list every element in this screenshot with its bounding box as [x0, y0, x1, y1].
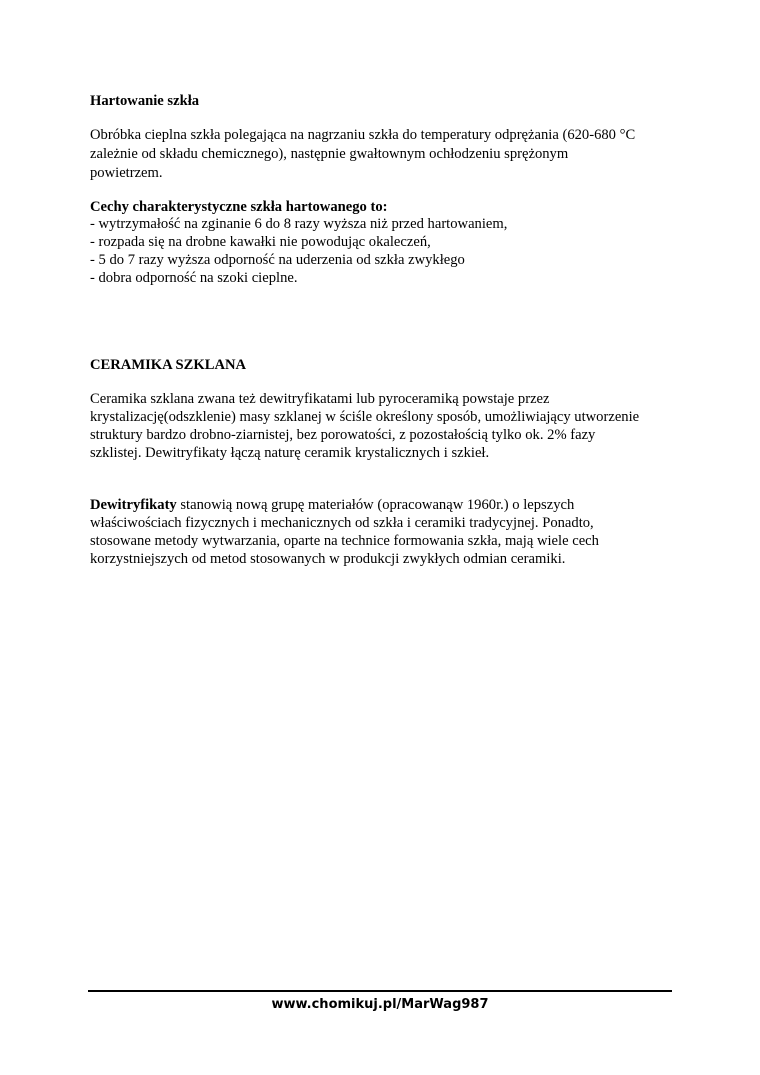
paragraph-line — [90, 496, 574, 515]
paragraph-line: szklistej. Dewitryfikaty łączą naturę ceramik krystalicznych i szkieł. — [90, 445, 490, 461]
paragraph-line: Ceramika szklana zwana też dewitryfikatami lub pyroceramiką powstaje przez — [90, 391, 550, 407]
paragraph-line: korzystniejszych od metod stosowanych w produkcji zwykłych odmian ceramiki. — [90, 551, 566, 567]
paragraph-line: krystalizację(odszklenie) masy szklanej w ściśle określony sposób, umożliwiający utworzenie — [90, 409, 640, 425]
heading-hartowanie: Hartowanie szkła — [90, 93, 200, 109]
paragraph-line: struktury bardzo drobno-ziarnistej, bez porowatości, z pozostałością tylko ok. 2% fazy — [90, 427, 596, 443]
paragraph-line: stosowane metody wytwarzania, oparte na technice formowania szkła, mają wiele cech — [90, 533, 599, 549]
heading-ceramika: CERAMIKA SZKLANA — [90, 357, 247, 373]
paragraph-line: właściwościach fizycznych i mechanicznych od szkła i ceramiki tradycyjnej. Ponadto, — [90, 515, 594, 531]
list-item: - rozpada się na drobne kawałki nie powodując okaleczeń, — [90, 234, 431, 250]
list-item: - 5 do 7 razy wyższa odporność na uderzenia od szkła zwykłego — [90, 252, 465, 268]
paragraph-line-rest: stanowią nową grupę materiałów (opracowanąw 1960r.) o lepszych — [176, 497, 575, 513]
footer-link[interactable]: www.chomikuj.pl/MarWag987 — [271, 997, 489, 1012]
paragraph-line: zależnie od składu chemicznego), następnie gwałtownym ochłodzeniu sprężonym — [90, 146, 569, 162]
heading-cechy: Cechy charakterystyczne szkła hartowanego to: — [90, 199, 388, 215]
paragraph-line: powietrzem. — [90, 165, 163, 181]
footer-rule — [88, 990, 672, 992]
list-item: - wytrzymałość na zginanie 6 do 8 razy wyższa niż przed hartowaniem, — [90, 216, 508, 232]
term-dewitryfikaty: Dewitryfikaty — [90, 497, 177, 513]
list-item: - dobra odporność na szoki cieplne. — [90, 270, 298, 286]
paragraph-line: Obróbka cieplna szkła polegająca na nagrzaniu szkła do temperatury odprężania (620-680 °C — [90, 127, 636, 143]
